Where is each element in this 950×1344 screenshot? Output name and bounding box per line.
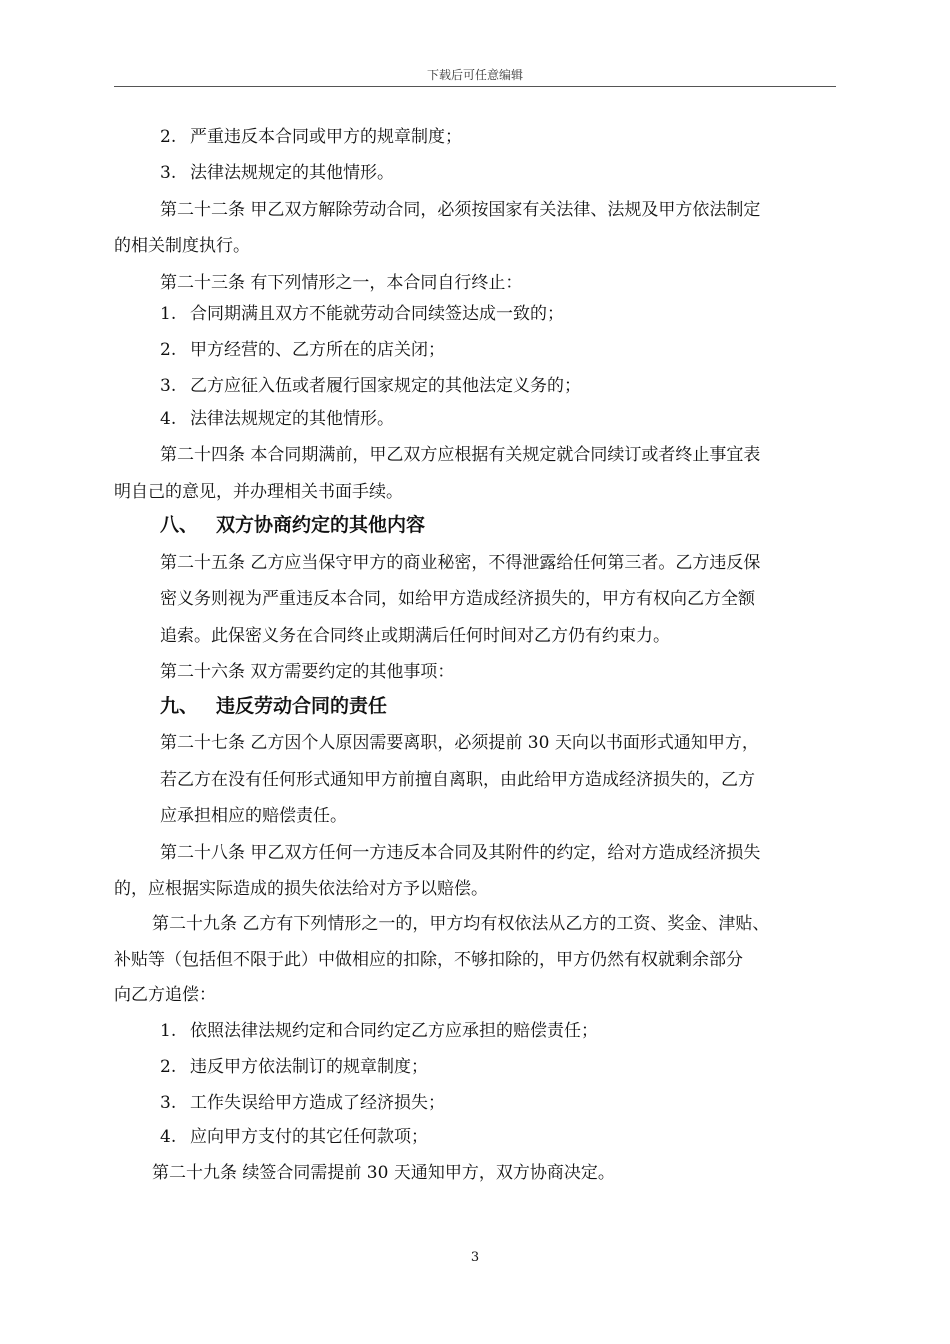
paragraph-line: 向乙方追偿： [114, 985, 216, 1005]
section-heading: 九、 违反劳动合同的责任 [160, 695, 388, 717]
list-item: 3. 工作失误给甲方造成了经济损失； [160, 1093, 445, 1113]
list-item: 3. 乙方应征入伍或者履行国家规定的其他法定义务的； [160, 376, 581, 396]
list-item: 1. 合同期满且双方不能就劳动合同续签达成一致的； [160, 304, 564, 324]
list-item: 2. 违反甲方依法制订的规章制度； [160, 1057, 428, 1077]
list-item: 2. 严重违反本合同或甲方的规章制度； [160, 127, 462, 147]
paragraph-line: 第二十九条 乙方有下列情形之一的，甲方均有权依法从乙方的工资、奖金、津贴、 [152, 914, 770, 934]
paragraph-line: 的，应根据实际造成的损失依法给对方予以赔偿。 [114, 879, 488, 899]
paragraph-line: 第二十四条 本合同期满前，甲乙双方应根据有关规定就合同续订或者终止事宜表 [160, 445, 761, 465]
list-item: 3. 法律法规规定的其他情形。 [160, 163, 394, 183]
header-rule [114, 86, 836, 87]
paragraph-line: 第二十二条 甲乙双方解除劳动合同，必须按国家有关法律、法规及甲方依法制定 [160, 200, 761, 220]
paragraph-line: 第二十九条 续签合同需提前 30 天通知甲方，双方协商决定。 [152, 1163, 615, 1183]
list-item: 4. 法律法规规定的其他情形。 [160, 409, 394, 429]
paragraph-line: 第二十七条 乙方因个人原因需要离职，必须提前 30 天向以书面形式通知甲方， [160, 733, 759, 753]
paragraph-line: 第二十八条 甲乙双方任何一方违反本合同及其附件的约定，给对方造成经济损失 [160, 843, 761, 863]
paragraph-line: 第二十五条 乙方应当保守甲方的商业秘密，不得泄露给任何第三者。乙方违反保 [160, 553, 761, 573]
list-item: 4. 应向甲方支付的其它任何款项； [160, 1127, 428, 1147]
page-header: 下载后可任意编辑 [426, 68, 523, 82]
paragraph-line: 应承担相应的赔偿责任。 [160, 806, 347, 826]
section-heading: 八、 双方协商约定的其他内容 [160, 514, 426, 536]
paragraph-line: 的相关制度执行。 [114, 236, 250, 256]
paragraph-line: 补贴等（包括但不限于此）中做相应的扣除，不够扣除的，甲方仍然有权就剩余部分 [114, 950, 743, 970]
paragraph-line: 若乙方在没有任何形式通知甲方前擅自离职，由此给甲方造成经济损失的，乙方 [160, 770, 755, 790]
paragraph-line: 第二十三条 有下列情形之一，本合同自行终止： [160, 273, 523, 293]
paragraph-line: 明自己的意见，并办理相关书面手续。 [114, 482, 403, 502]
list-item: 2. 甲方经营的、乙方所在的店关闭； [160, 340, 445, 360]
page-number: 3 [470, 1250, 480, 1265]
list-item: 1. 依照法律法规约定和合同约定乙方应承担的赔偿责任； [160, 1021, 598, 1041]
paragraph-line: 追索。此保密义务在合同终止或期满后任何时间对乙方仍有约束力。 [160, 626, 670, 646]
paragraph-line: 第二十六条 双方需要约定的其他事项： [160, 662, 455, 682]
paragraph-line: 密义务则视为严重违反本合同，如给甲方造成经济损失的，甲方有权向乙方全额 [160, 589, 755, 609]
